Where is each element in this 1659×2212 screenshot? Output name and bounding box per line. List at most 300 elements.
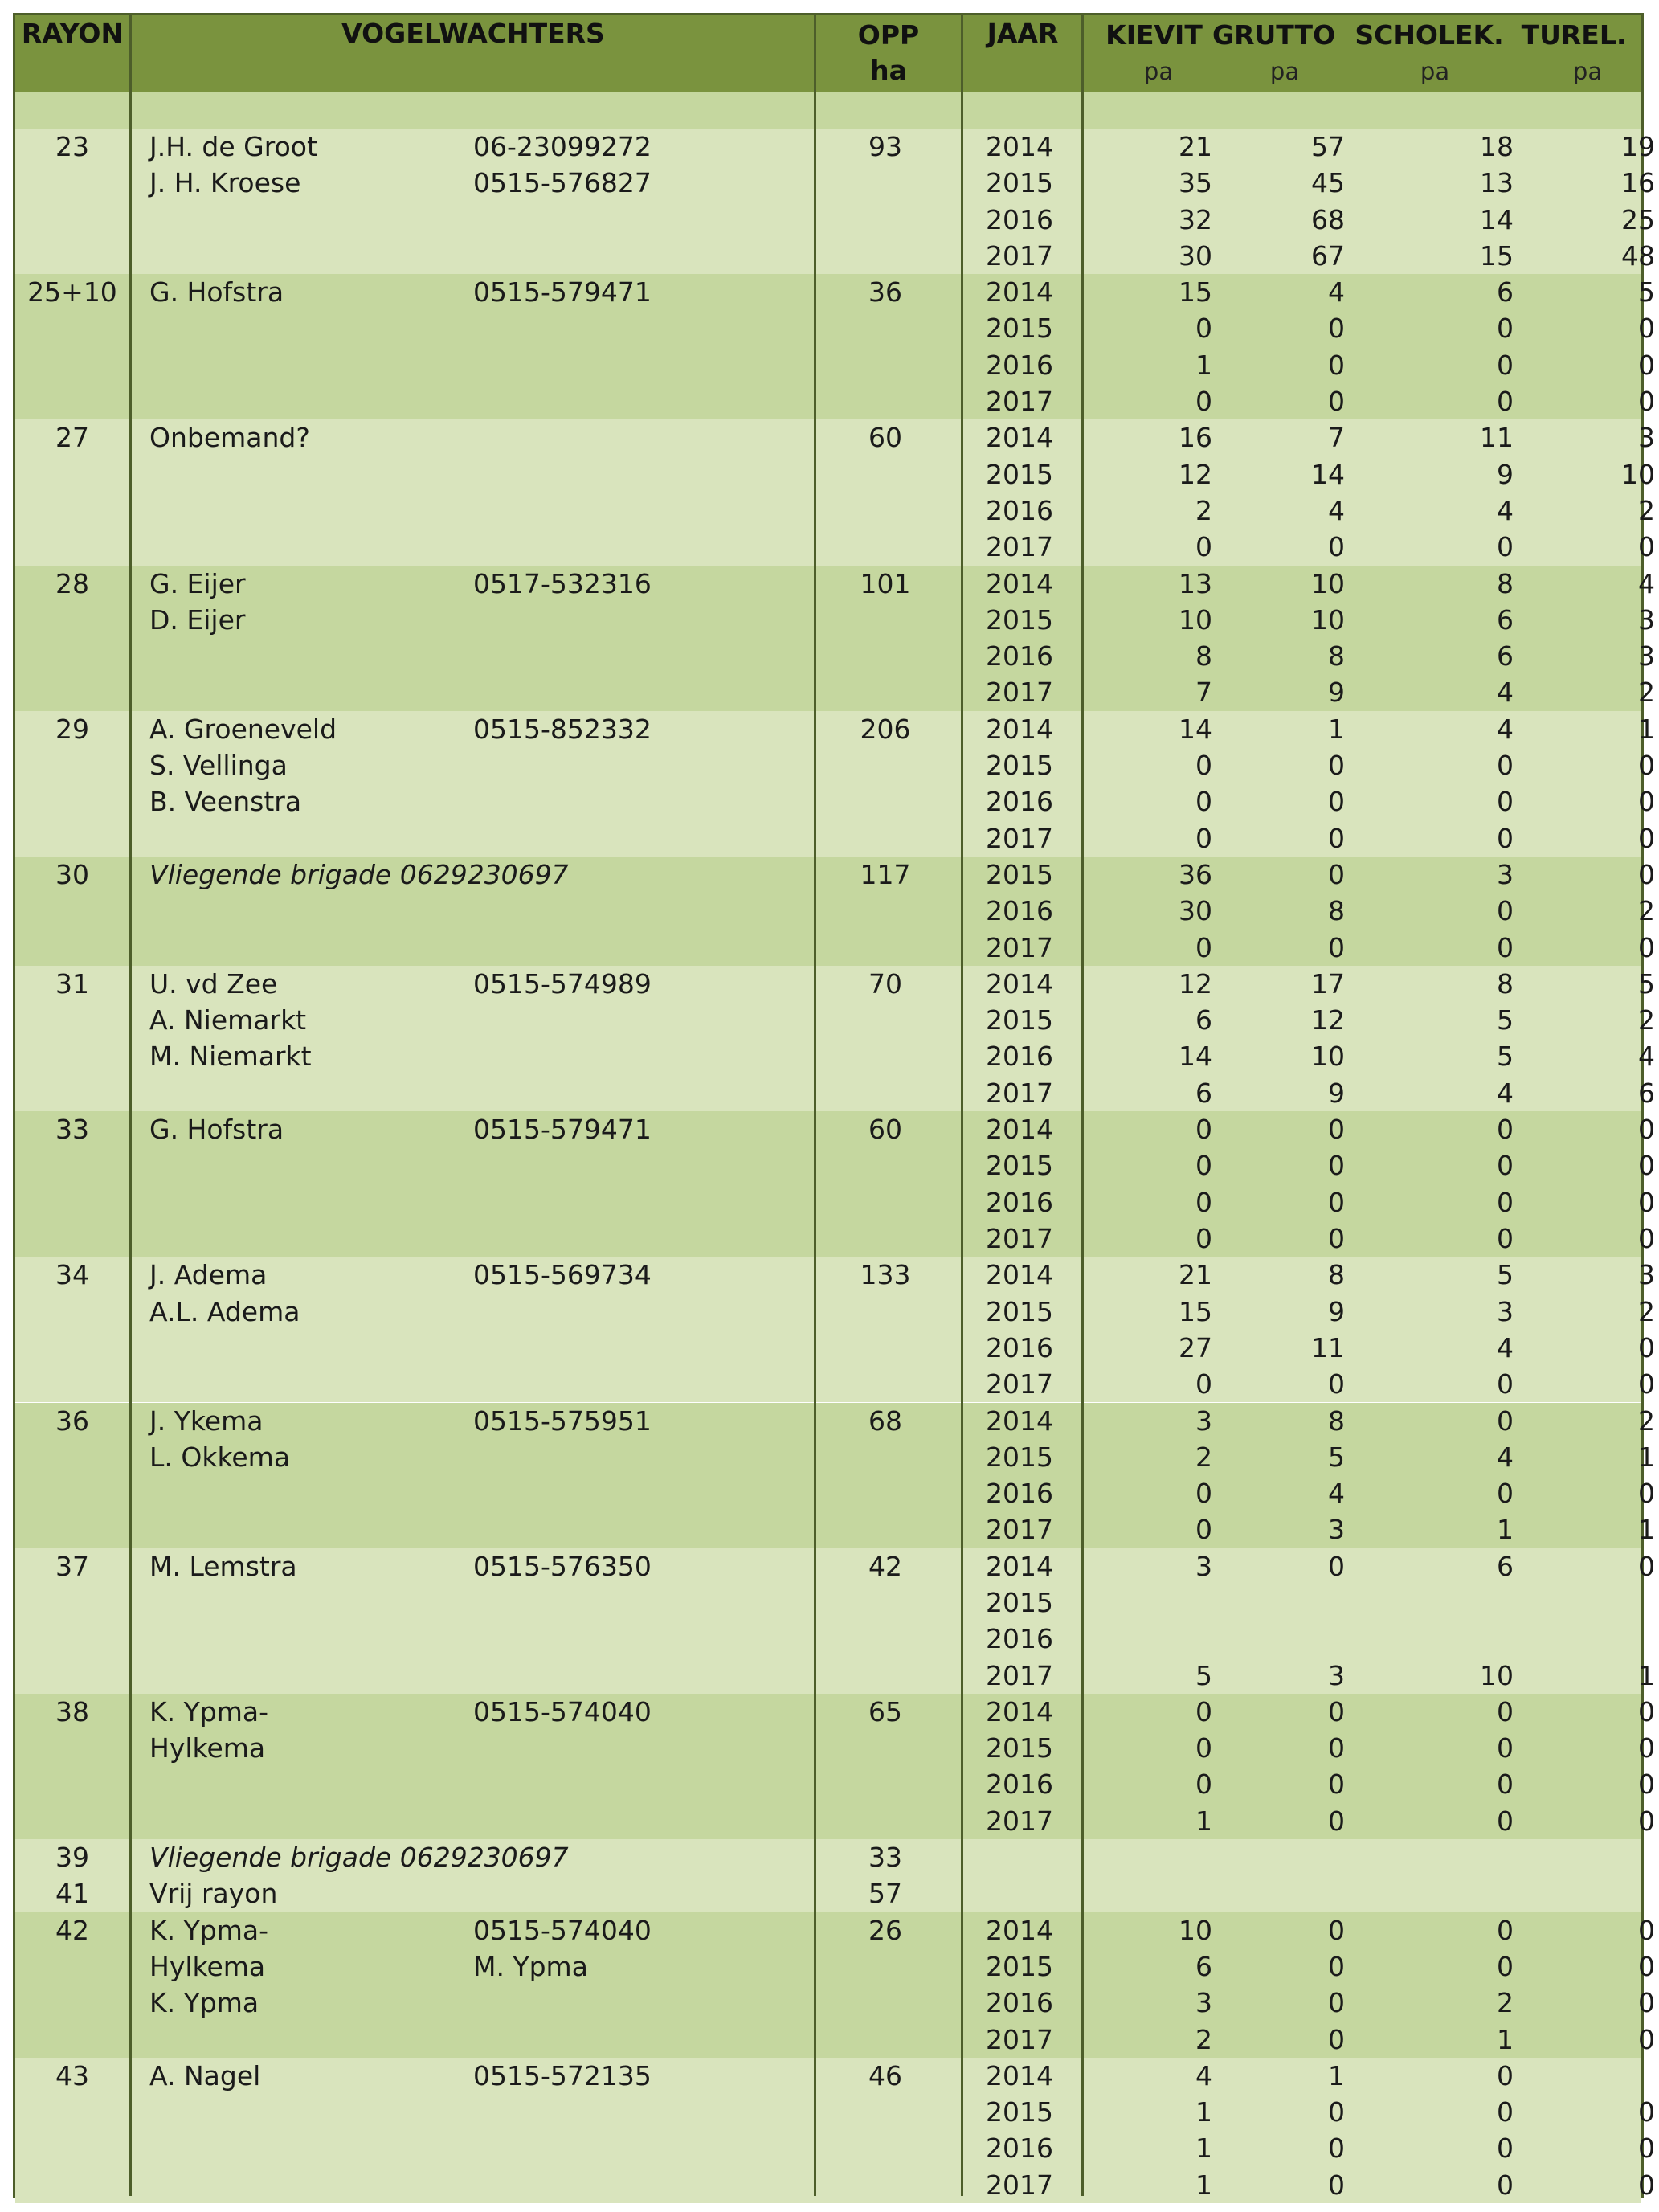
- jaar-value: 2015: [986, 1732, 1053, 1764]
- turel-value: 0: [1638, 822, 1655, 854]
- kievit-value: 4: [1195, 2059, 1212, 2091]
- scholek-value: 1: [1497, 2023, 1514, 2055]
- opp-ha: 101: [860, 567, 911, 599]
- turel-value: 5: [1638, 276, 1655, 309]
- table-header: [15, 15, 1641, 92]
- turel-value: 0: [1638, 2132, 1655, 2165]
- vogelwachter-name: K. Ypma: [149, 1987, 259, 2019]
- kievit-value: 6: [1195, 1950, 1212, 1982]
- turel-value: 2: [1638, 1404, 1655, 1437]
- kievit-value: 15: [1179, 1295, 1212, 1327]
- scholek-value: 6: [1497, 640, 1514, 673]
- kievit-value: 32: [1179, 203, 1212, 235]
- scholek-value: 0: [1497, 1368, 1514, 1400]
- turel-value: 3: [1638, 422, 1655, 454]
- turel-value: 0: [1638, 1805, 1655, 1837]
- rayon-group: [15, 1111, 1655, 1257]
- jaar-value: 2016: [986, 203, 1053, 235]
- scholek-value: 6: [1497, 1550, 1514, 1582]
- scholek-value: 0: [1497, 1805, 1514, 1837]
- vogelwachter-phone: 06-23099272: [473, 131, 652, 162]
- grutto-value: 12: [1311, 1004, 1345, 1036]
- divider-rayon: [129, 15, 132, 2196]
- scholek-value: 0: [1497, 1114, 1514, 1146]
- kievit-value: 14: [1179, 1041, 1212, 1073]
- rayon-number: 39: [55, 1842, 89, 1874]
- kievit-value: 12: [1179, 967, 1212, 1000]
- kievit-value: 3: [1195, 1550, 1212, 1582]
- grutto-value: 0: [1328, 386, 1345, 418]
- kievit-value: 6: [1195, 1077, 1212, 1109]
- kievit-value: 2: [1195, 1441, 1212, 1473]
- turel-value: 0: [1638, 531, 1655, 563]
- jaar-value: 2016: [986, 2132, 1053, 2165]
- turel-value: 0: [1638, 1114, 1655, 1146]
- vogelwachter-name: K. Ypma-: [149, 1695, 269, 1727]
- vogelwachter-name: G. Hofstra: [149, 1114, 284, 1146]
- turel-value: 0: [1638, 1331, 1655, 1364]
- grutto-value: 0: [1328, 1914, 1345, 1946]
- vogelwachter-name: A. Groeneveld: [149, 713, 337, 745]
- rayon-number: 31: [55, 967, 89, 1000]
- jaar-value: 2016: [986, 1186, 1053, 1218]
- turel-value: 0: [1638, 1186, 1655, 1218]
- header-opp-unit: ha: [870, 55, 907, 86]
- scholek-value: 10: [1480, 1659, 1514, 1691]
- opp-ha: 46: [868, 2059, 902, 2091]
- turel-value: 0: [1638, 2096, 1655, 2128]
- rayon-number: 37: [55, 1550, 89, 1582]
- jaar-value: 2015: [986, 603, 1053, 636]
- grutto-value: 0: [1328, 349, 1345, 381]
- turel-value: 2: [1638, 895, 1655, 927]
- grutto-value: 0: [1328, 2096, 1345, 2128]
- vogelwachter-phone: 0515-576827: [473, 167, 652, 199]
- vogelwachter-name: D. Eijer: [149, 603, 246, 636]
- vogelwachter-name: S. Vellinga: [149, 750, 288, 782]
- vogelwachter-name: A.L. Adema: [149, 1295, 300, 1327]
- kievit-value: 1: [1195, 349, 1212, 381]
- scholek-value: 18: [1480, 131, 1514, 162]
- grutto-value: 0: [1328, 786, 1345, 818]
- opp-ha: 33: [868, 1842, 902, 1874]
- kievit-value: 30: [1179, 239, 1212, 272]
- kievit-value: 16: [1179, 422, 1212, 454]
- vogelwachter-name: A. Nagel: [149, 2059, 261, 2091]
- vogelwachter-phone: 0517-532316: [473, 567, 652, 599]
- scholek-value: 3: [1497, 859, 1514, 890]
- scholek-value: 0: [1497, 386, 1514, 418]
- turel-value: 16: [1621, 167, 1655, 199]
- turel-value: 0: [1638, 1914, 1655, 1946]
- scholek-value: 3: [1497, 1295, 1514, 1327]
- vogelwachter-name: J. Adema: [149, 1259, 268, 1291]
- grutto-value: 5: [1328, 1441, 1345, 1473]
- rayon-number: 25+10: [27, 276, 117, 309]
- turel-value: 0: [1638, 1732, 1655, 1764]
- jaar-value: 2015: [986, 1150, 1053, 1182]
- jaar-value: 2017: [986, 2023, 1053, 2055]
- vogelwachter-phone: 0515-572135: [473, 2059, 652, 2091]
- kievit-value: 0: [1195, 1478, 1212, 1510]
- grutto-value: 0: [1328, 2023, 1345, 2055]
- opp-ha: 60: [868, 1114, 902, 1146]
- grutto-value: 8: [1328, 1404, 1345, 1437]
- vogelwachter-name: M. Lemstra: [149, 1550, 297, 1582]
- grutto-value: 0: [1328, 2169, 1345, 2201]
- kievit-value: 7: [1195, 677, 1212, 709]
- rayon-group: [15, 1694, 1655, 1839]
- scholek-value: 0: [1497, 750, 1514, 782]
- vogelwachter-phone: 0515-579471: [473, 276, 652, 309]
- grutto-value: 45: [1311, 167, 1345, 199]
- opp-ha: 57: [868, 1878, 902, 1910]
- turel-value: 0: [1638, 1950, 1655, 1982]
- rayon-number: 34: [55, 1259, 89, 1291]
- header-pa-scholek: pa: [1420, 58, 1450, 85]
- scholek-value: 0: [1497, 2096, 1514, 2128]
- grutto-value: 0: [1328, 1768, 1345, 1801]
- opp-ha: 206: [860, 713, 911, 745]
- rayon-group: [15, 1403, 1655, 1548]
- grutto-value: 4: [1328, 1478, 1345, 1510]
- scholek-value: 6: [1497, 276, 1514, 309]
- grutto-value: 0: [1328, 1222, 1345, 1254]
- kievit-value: 8: [1195, 640, 1212, 673]
- vogelwachter-note: Vliegende brigade 0629230697: [149, 859, 569, 890]
- turel-value: 0: [1638, 1368, 1655, 1400]
- vogelwachter-name: Hylkema: [149, 1732, 266, 1764]
- kievit-value: 5: [1195, 1659, 1212, 1691]
- jaar-value: 2016: [986, 1768, 1053, 1801]
- turel-value: 2: [1638, 494, 1655, 526]
- turel-value: 25: [1621, 203, 1655, 235]
- kievit-value: 10: [1179, 603, 1212, 636]
- rayon-group: [15, 1257, 1655, 1402]
- scholek-value: 5: [1497, 1004, 1514, 1036]
- jaar-value: 2015: [986, 859, 1053, 890]
- scholek-value: 9: [1497, 458, 1514, 490]
- scholek-value: 0: [1497, 1404, 1514, 1437]
- rayon-group: [15, 1548, 1655, 1694]
- grutto-value: 0: [1328, 1732, 1345, 1764]
- grutto-value: 4: [1328, 494, 1345, 526]
- grutto-value: 0: [1328, 859, 1345, 890]
- kievit-value: 30: [1179, 895, 1212, 927]
- jaar-value: 2015: [986, 313, 1053, 345]
- opp-ha: 117: [860, 859, 911, 890]
- vogelwachter-name: G. Hofstra: [149, 276, 284, 309]
- rayon-group: [15, 711, 1655, 857]
- scholek-value: 0: [1497, 1768, 1514, 1801]
- grutto-value: 0: [1328, 1950, 1345, 1982]
- rayon-number: 38: [55, 1695, 89, 1727]
- jaar-value: 2015: [986, 1950, 1053, 1982]
- kievit-value: 0: [1195, 822, 1212, 854]
- kievit-value: 0: [1195, 1514, 1212, 1546]
- kievit-value: 0: [1195, 786, 1212, 818]
- kievit-value: 0: [1195, 750, 1212, 782]
- rayon-group: [15, 566, 1655, 711]
- scholek-value: 0: [1497, 822, 1514, 854]
- jaar-value: 2014: [986, 1695, 1053, 1727]
- kievit-value: 2: [1195, 494, 1212, 526]
- scholek-value: 0: [1497, 1914, 1514, 1946]
- header-pa-kievit: pa: [1143, 58, 1174, 85]
- jaar-value: 2017: [986, 386, 1053, 418]
- rayon-group: [15, 274, 1655, 419]
- kievit-value: 2: [1195, 2023, 1212, 2055]
- vogelwachter-phone: 0515-576350: [473, 1550, 652, 1582]
- kievit-value: 36: [1179, 859, 1212, 890]
- turel-value: 0: [1638, 313, 1655, 345]
- rayon-number: 29: [55, 713, 89, 745]
- turel-value: 0: [1638, 859, 1655, 890]
- grutto-value: 67: [1311, 239, 1345, 272]
- jaar-value: 2015: [986, 167, 1053, 199]
- grutto-value: 3: [1328, 1514, 1345, 1546]
- scholek-value: 4: [1497, 494, 1514, 526]
- turel-value: 6: [1638, 1077, 1655, 1109]
- scholek-value: 0: [1497, 895, 1514, 927]
- grutto-value: 0: [1328, 822, 1345, 854]
- kievit-value: 0: [1195, 1150, 1212, 1182]
- grutto-value: 17: [1311, 967, 1345, 1000]
- vogelwachter-name: L. Okkema: [149, 1441, 291, 1473]
- grutto-value: 8: [1328, 895, 1345, 927]
- kievit-value: 0: [1195, 1186, 1212, 1218]
- opp-ha: 65: [868, 1695, 902, 1727]
- jaar-value: 2016: [986, 1041, 1053, 1073]
- vogelwachter-phone: 0515-575951: [473, 1404, 652, 1437]
- scholek-value: 4: [1497, 1441, 1514, 1473]
- kievit-value: 1: [1195, 2169, 1212, 2201]
- scholek-value: 0: [1497, 2169, 1514, 2201]
- jaar-value: 2015: [986, 750, 1053, 782]
- header-jaar: JAAR: [987, 18, 1059, 49]
- jaar-value: 2014: [986, 1550, 1053, 1582]
- turel-value: 0: [1638, 1550, 1655, 1582]
- jaar-value: 2014: [986, 567, 1053, 599]
- vogelwachter-name: Onbemand?: [149, 422, 310, 454]
- turel-value: 0: [1638, 750, 1655, 782]
- kievit-value: 0: [1195, 1368, 1212, 1400]
- kievit-value: 0: [1195, 1732, 1212, 1764]
- turel-value: 3: [1638, 603, 1655, 636]
- kievit-value: 21: [1179, 131, 1212, 162]
- grutto-value: 8: [1328, 640, 1345, 673]
- turel-value: 0: [1638, 1768, 1655, 1801]
- kievit-value: 1: [1195, 2096, 1212, 2128]
- jaar-value: 2016: [986, 494, 1053, 526]
- jaar-value: 2014: [986, 276, 1053, 309]
- jaar-value: 2017: [986, 1368, 1053, 1400]
- turel-value: 0: [1638, 2023, 1655, 2055]
- turel-value: 2: [1638, 1295, 1655, 1327]
- grutto-value: 0: [1328, 1550, 1345, 1582]
- kievit-value: 1: [1195, 1805, 1212, 1837]
- kievit-value: 12: [1179, 458, 1212, 490]
- turel-value: 0: [1638, 931, 1655, 963]
- jaar-value: 2014: [986, 713, 1053, 745]
- rayon-group: [15, 1912, 1655, 2058]
- grutto-value: 68: [1311, 203, 1345, 235]
- opp-ha: 70: [868, 967, 902, 1000]
- vogelwachter-phone: 0515-569734: [473, 1259, 652, 1291]
- kievit-value: 27: [1179, 1331, 1212, 1364]
- vogelwachter-name: J. Ykema: [149, 1404, 264, 1437]
- jaar-value: 2017: [986, 2169, 1053, 2201]
- jaar-value: 2015: [986, 458, 1053, 490]
- scholek-value: 0: [1497, 531, 1514, 563]
- jaar-value: 2014: [986, 967, 1053, 1000]
- turel-value: 19: [1621, 131, 1655, 162]
- scholek-value: 4: [1497, 1077, 1514, 1109]
- grutto-value: 0: [1328, 1368, 1345, 1400]
- opp-ha: 36: [868, 276, 902, 309]
- turel-value: 0: [1638, 2169, 1655, 2201]
- jaar-value: 2017: [986, 531, 1053, 563]
- turel-value: 10: [1621, 458, 1655, 490]
- turel-value: 0: [1638, 386, 1655, 418]
- header-vogelwachters: VOGELWACHTERS: [341, 18, 605, 49]
- kievit-value: 0: [1195, 1768, 1212, 1801]
- grutto-value: 9: [1328, 677, 1345, 709]
- vogelwachter-phone: 0515-574040: [473, 1695, 652, 1727]
- rayon-number: 43: [55, 2059, 89, 2091]
- turel-value: 1: [1638, 713, 1655, 745]
- vogelwachter-phone: 0515-579471: [473, 1114, 652, 1146]
- kievit-value: 13: [1179, 567, 1212, 599]
- grutto-value: 1: [1328, 713, 1345, 745]
- grutto-value: 9: [1328, 1077, 1345, 1109]
- turel-value: 48: [1621, 239, 1655, 272]
- scholek-value: 0: [1497, 931, 1514, 963]
- scholek-value: 0: [1497, 1695, 1514, 1727]
- header-turel: TUREL.: [1521, 19, 1627, 51]
- scholek-value: 11: [1480, 422, 1514, 454]
- scholek-value: 6: [1497, 603, 1514, 636]
- grutto-value: 0: [1328, 2132, 1345, 2165]
- header-opp: OPP: [857, 19, 920, 51]
- grutto-value: 0: [1328, 931, 1345, 963]
- scholek-value: 0: [1497, 1222, 1514, 1254]
- vogelwachter-name: A. Niemarkt: [149, 1004, 307, 1036]
- turel-value: 0: [1638, 349, 1655, 381]
- kievit-value: 35: [1179, 167, 1212, 199]
- kievit-value: 6: [1195, 1004, 1212, 1036]
- vogelwachter-name: U. vd Zee: [149, 967, 278, 1000]
- scholek-value: 8: [1497, 967, 1514, 1000]
- vogelwachter-phone: 0515-852332: [473, 713, 652, 745]
- header-pa-turel: pa: [1572, 58, 1603, 85]
- scholek-value: 4: [1497, 713, 1514, 745]
- jaar-value: 2014: [986, 1114, 1053, 1146]
- jaar-value: 2016: [986, 895, 1053, 927]
- jaar-value: 2016: [986, 1478, 1053, 1510]
- opp-ha: 42: [868, 1550, 902, 1582]
- header-scholek: SCHOLEK.: [1355, 19, 1504, 51]
- turel-value: 0: [1638, 786, 1655, 818]
- turel-value: 0: [1638, 1987, 1655, 2019]
- turel-value: 1: [1638, 1659, 1655, 1691]
- opp-ha: 68: [868, 1404, 902, 1437]
- jaar-value: 2017: [986, 1077, 1053, 1109]
- spacer-band: [15, 92, 1641, 129]
- grutto-value: 0: [1328, 1186, 1345, 1218]
- rayon-number: 36: [55, 1404, 89, 1437]
- turel-value: 0: [1638, 1695, 1655, 1727]
- grutto-value: 57: [1311, 131, 1345, 162]
- scholek-value: 0: [1497, 1186, 1514, 1218]
- grutto-value: 0: [1328, 1805, 1345, 1837]
- vogelwachter-phone: M. Ypma: [473, 1950, 588, 1982]
- grutto-value: 0: [1328, 1150, 1345, 1182]
- grutto-value: 10: [1311, 567, 1345, 599]
- turel-value: 4: [1638, 567, 1655, 599]
- scholek-value: 5: [1497, 1259, 1514, 1291]
- kievit-value: 0: [1195, 1222, 1212, 1254]
- grutto-value: 10: [1311, 603, 1345, 636]
- rayon-number: 33: [55, 1114, 89, 1146]
- kievit-value: 10: [1179, 1914, 1212, 1946]
- rayon-group: [15, 2058, 1655, 2203]
- jaar-value: 2016: [986, 1623, 1053, 1655]
- scholek-value: 8: [1497, 567, 1514, 599]
- rayon-number: 30: [55, 859, 89, 890]
- scholek-value: 0: [1497, 349, 1514, 381]
- kievit-value: 0: [1195, 931, 1212, 963]
- vogelwachter-name: Hylkema: [149, 1950, 266, 1982]
- jaar-value: 2015: [986, 1441, 1053, 1473]
- jaar-value: 2017: [986, 1222, 1053, 1254]
- kievit-value: 0: [1195, 1114, 1212, 1146]
- vogelwachter-phone: 0515-574040: [473, 1914, 652, 1946]
- kievit-value: 0: [1195, 386, 1212, 418]
- grutto-value: 8: [1328, 1259, 1345, 1291]
- grutto-value: 14: [1311, 458, 1345, 490]
- rayon-group: [15, 966, 1655, 1111]
- kievit-value: 3: [1195, 1404, 1212, 1437]
- jaar-value: 2015: [986, 1004, 1053, 1036]
- vogelwachter-name: B. Veenstra: [149, 786, 302, 818]
- kievit-value: 14: [1179, 713, 1212, 745]
- grutto-value: 9: [1328, 1295, 1345, 1327]
- kievit-value: 0: [1195, 531, 1212, 563]
- jaar-value: 2015: [986, 1295, 1053, 1327]
- jaar-value: 2017: [986, 239, 1053, 272]
- turel-value: 3: [1638, 640, 1655, 673]
- grutto-value: 0: [1328, 313, 1345, 345]
- vogelwachter-name: K. Ypma-: [149, 1914, 269, 1946]
- vogelwachter-name: G. Eijer: [149, 567, 246, 599]
- jaar-value: 2016: [986, 349, 1053, 381]
- rayon-group: [15, 1839, 1641, 1912]
- vogelwachter-name: J.H. de Groot: [149, 131, 317, 162]
- turel-value: 1: [1638, 1441, 1655, 1473]
- grutto-value: 3: [1328, 1659, 1345, 1691]
- kievit-value: 15: [1179, 276, 1212, 309]
- vogelwachter-name: J. H. Kroese: [149, 167, 301, 199]
- kievit-value: 0: [1195, 313, 1212, 345]
- bird-census-table: [13, 13, 1655, 2201]
- grutto-value: 0: [1328, 1987, 1345, 2019]
- opp-ha: 26: [868, 1914, 902, 1946]
- jaar-value: 2015: [986, 1586, 1053, 1618]
- grutto-value: 0: [1328, 1695, 1345, 1727]
- jaar-value: 2014: [986, 1914, 1053, 1946]
- jaar-value: 2014: [986, 131, 1053, 162]
